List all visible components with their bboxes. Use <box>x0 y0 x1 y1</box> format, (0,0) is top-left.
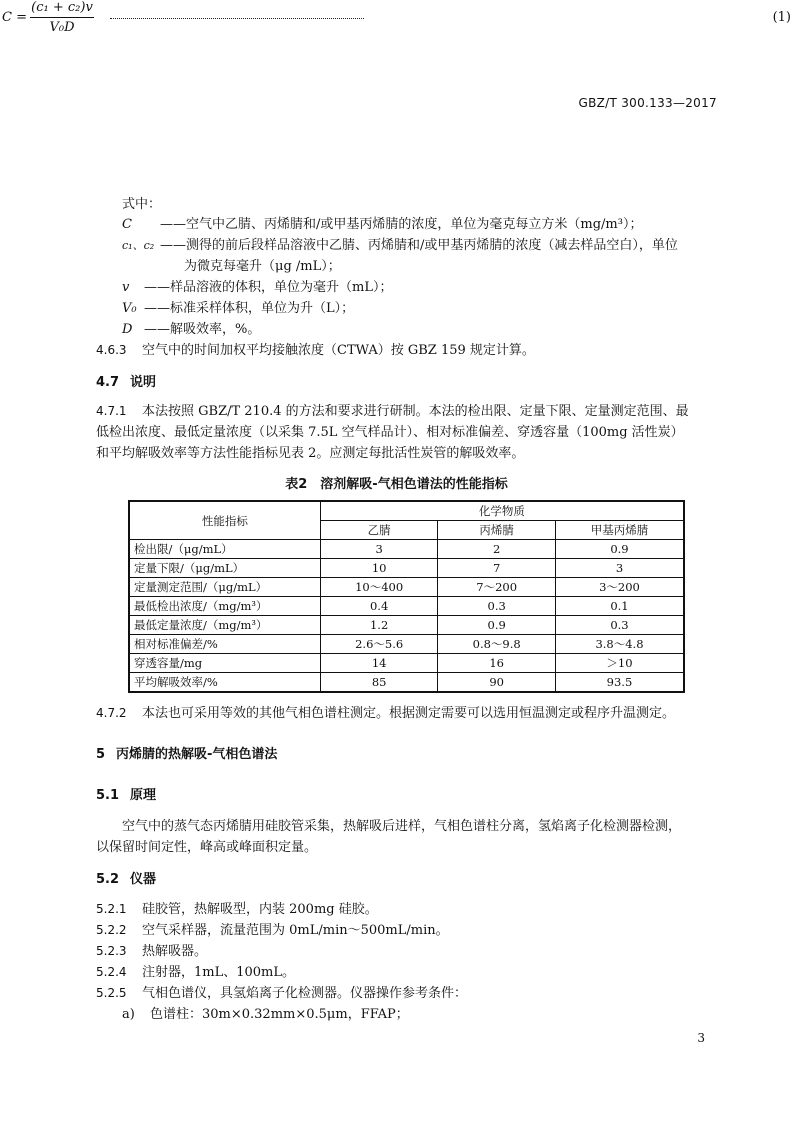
clause-4-7-1-line <box>96 400 689 419</box>
section-number: 5.2 <box>96 872 120 887</box>
clause-number: 4.7.1 <box>96 404 127 418</box>
row-label: 平均解吸效率/% <box>129 673 320 693</box>
table-caption: 表2 溶剂解吸-气相色谱法的性能指标 <box>285 477 508 492</box>
table-cell: 0.9 <box>438 616 556 635</box>
section-number: 4.7 <box>96 375 120 390</box>
formula-number: (1) <box>772 10 791 25</box>
table-cell: 0.1 <box>555 597 684 616</box>
where-desc: ——样品溶液的体积，单位为毫升（mL）； <box>144 280 393 295</box>
table-row <box>129 540 684 559</box>
instrument-item <box>96 940 207 959</box>
table-row <box>129 635 684 654</box>
table-cell: 0.8～9.8 <box>438 635 556 654</box>
table-cell: ＞10 <box>555 654 684 673</box>
where-intro: 式中： <box>122 197 162 212</box>
table-row <box>129 654 684 673</box>
table-cell: 0.3 <box>438 597 556 616</box>
table-header-row <box>129 501 684 521</box>
where-item <box>122 297 354 316</box>
where-desc: ——空气中乙腈、丙烯腈和/或甲基丙烯腈的浓度，单位为毫克每立方米（mg/m³）； <box>160 217 643 232</box>
table-row <box>129 616 684 635</box>
sub-item-text: 色谱柱：30m×0.32mm×0.5μm，FFAP； <box>150 1007 409 1022</box>
clause-text: 热解吸器。 <box>142 944 208 959</box>
column-header: 丙烯腈 <box>438 521 556 540</box>
clause-text: 注射器，1mL、100mL。 <box>142 965 296 980</box>
where-desc: ——标准采样体积，单位为升（L）； <box>144 301 355 316</box>
section-5-1-heading <box>96 784 156 803</box>
where-item <box>122 234 678 253</box>
where-symbol: v <box>122 280 130 295</box>
clause-text: 空气采样器，流量范围为 0mL/min～500mL/min。 <box>142 923 449 938</box>
section-number: 5.1 <box>96 788 120 803</box>
table-cell: 14 <box>320 654 438 673</box>
table-cell: 16 <box>438 654 556 673</box>
where-symbol: C <box>122 217 132 232</box>
table-cell: 3.8～4.8 <box>555 635 684 654</box>
table-row <box>129 578 684 597</box>
column-header: 甲基丙烯腈 <box>555 521 684 540</box>
clause-text: 本法也可采用等效的其他气相色谱柱测定。根据测定需要可以选用恒温测定或程序升温测定。 <box>142 706 676 721</box>
table-cell: 0.4 <box>320 597 438 616</box>
clause-number: 4.6.3 <box>96 343 127 357</box>
formula-lhs: C = <box>2 10 27 25</box>
column-header: 乙腈 <box>320 521 438 540</box>
clause-4-6-3 <box>96 339 535 358</box>
row-label: 定量下限/（μg/mL） <box>129 559 320 578</box>
where-desc: ——测得的前后段样品溶液中乙腈、丙烯腈和/或甲基丙烯腈的浓度（减去样品空白），单位 <box>160 238 678 253</box>
table-cell: 10 <box>320 559 438 578</box>
table-cell: 3～200 <box>555 578 684 597</box>
section-title: 仪器 <box>130 872 157 887</box>
clause-number: 5.2.4 <box>96 965 127 979</box>
header-performance-index: 性能指标 <box>129 501 320 540</box>
table-cell: 10～400 <box>320 578 438 597</box>
where-desc-continued: 为微克每毫升（μg /mL）； <box>184 259 341 274</box>
instrument-item <box>96 982 467 1001</box>
standard-number: GBZ/T 300.133—2017 <box>578 96 717 110</box>
section-5-2-heading <box>96 868 156 887</box>
where-symbol: c₁、c₂ <box>122 239 155 252</box>
where-desc: ——解吸效率，%。 <box>144 322 261 337</box>
table-row <box>129 597 684 616</box>
table-cell: 0.9 <box>555 540 684 559</box>
table-row <box>129 673 684 693</box>
clause-number: 5.2.2 <box>96 923 127 937</box>
where-item <box>122 276 392 295</box>
table-cell: 2.6～5.6 <box>320 635 438 654</box>
table-cell: 1.2 <box>320 616 438 635</box>
table-cell: 85 <box>320 673 438 693</box>
section-title: 原理 <box>130 788 157 803</box>
table-cell: 2 <box>438 540 556 559</box>
table-cell: 3 <box>320 540 438 559</box>
clause-4-7-2 <box>96 702 675 721</box>
clause-text: 本法按照 GBZ/T 210.4 的方法和要求进行研制。本法的检出限、定量下限、定量测定范围、最 <box>142 404 689 419</box>
where-item <box>122 318 260 337</box>
clause-number: 5.2.1 <box>96 902 127 916</box>
performance-table <box>128 500 685 693</box>
where-item <box>122 213 642 232</box>
clause-text: 空气中的时间加权平均接触浓度（CTWA）按 GBZ 159 规定计算。 <box>142 343 535 358</box>
instrument-sub-item <box>122 1003 409 1022</box>
row-label: 最低检出浓度/（mg/m³） <box>129 597 320 616</box>
row-label: 相对标准偏差/% <box>129 635 320 654</box>
principle-line: 空气中的蒸气态丙烯腈用硅胶管采集，热解吸后进样，气相色谱柱分离，氢焰离子化检测器检测， <box>122 819 682 834</box>
table-cell: 7～200 <box>438 578 556 597</box>
table-cell: 0.3 <box>555 616 684 635</box>
table-cell: 93.5 <box>555 673 684 693</box>
header-chemical-substance: 化学物质 <box>320 501 684 521</box>
formula-1 <box>0 0 791 44</box>
section-title: 说明 <box>130 375 157 390</box>
row-label: 检出限/（μg/mL） <box>129 540 320 559</box>
where-symbol: V₀ <box>122 301 137 316</box>
instrument-item <box>96 961 295 980</box>
principle-line: 以保留时间定性，峰高或峰面积定量。 <box>96 840 318 855</box>
table-row <box>129 559 684 578</box>
formula-fraction <box>30 0 94 35</box>
table-cell: 7 <box>438 559 556 578</box>
row-label: 最低定量浓度/（mg/m³） <box>129 616 320 635</box>
section-5-heading <box>96 743 277 762</box>
table-cell: 3 <box>555 559 684 578</box>
instrument-item <box>96 898 378 917</box>
formula-denominator: V₀D <box>49 20 75 35</box>
clause-4-7-1-line: 和平均解吸效率等方法性能指标见表 2。应测定每批活性炭管的解吸效率。 <box>96 446 525 461</box>
row-label: 定量测定范围/（μg/mL） <box>129 578 320 597</box>
clause-number: 5.2.5 <box>96 986 127 1000</box>
where-symbol: D <box>122 322 133 337</box>
formula-leader-dots <box>110 9 364 19</box>
formula-numerator: (c₁ + c₂)v <box>30 0 94 18</box>
clause-number: 4.7.2 <box>96 706 127 720</box>
section-number: 5 <box>96 747 106 762</box>
clause-4-7-1-line: 低检出浓度、最低定量浓度（以采集 7.5L 空气样品计）、相对标准偏差、穿透容量（100mg 活性炭） <box>96 425 684 440</box>
page-number: 3 <box>697 1031 705 1045</box>
clause-text: 硅胶管，热解吸型，内装 200mg 硅胶。 <box>142 902 378 917</box>
instrument-item <box>96 919 449 938</box>
table-cell: 90 <box>438 673 556 693</box>
section-4-7-heading <box>96 371 156 390</box>
row-label: 穿透容量/mg <box>129 654 320 673</box>
clause-number: 5.2.3 <box>96 944 127 958</box>
list-marker: a) <box>122 1007 135 1022</box>
section-title: 丙烯腈的热解吸-气相色谱法 <box>116 747 278 762</box>
clause-text: 气相色谱仪，具氢焰离子化检测器。仪器操作参考条件： <box>142 986 468 1001</box>
